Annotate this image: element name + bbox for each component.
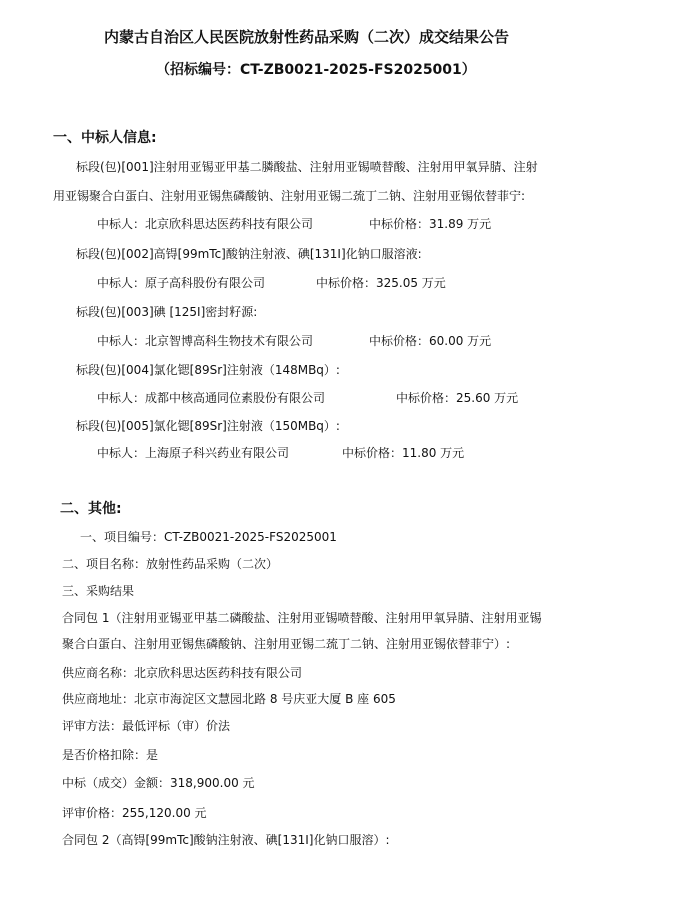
lot-002-line1: 标段(包)[002]高锝[99mTc]酸钠注射液、碘[131I]化钠口服溶液: (76, 247, 422, 261)
lot-005-winner: 中标人：上海原子科兴药业有限公司 (97, 446, 290, 460)
lot-004-line1: 标段(包)[004]氯化锶[89Sr]注射液（148MBq）: (76, 363, 340, 377)
lot-004-price: 中标价格：25.60 万元 (396, 391, 519, 405)
project-number: 一、项目编号：CT-ZB0021-2025-FS2025001 (80, 530, 337, 544)
lot-005-line1: 标段(包)[005]氯化锶[89Sr]注射液（150MBq）: (76, 419, 340, 433)
supplier-name: 供应商名称：北京欣科思达医药科技有限公司 (62, 666, 303, 680)
section-heading-winners: 一、中标人信息: (53, 130, 157, 146)
section-heading-other: 二、其他: (60, 501, 122, 517)
review-price: 评审价格：255,120.00 元 (62, 806, 207, 820)
lot-001-line2: 用亚锡聚合白蛋白、注射用亚锡焦磷酸钠、注射用亚锡二巯丁二钠、注射用亚锡依替菲宁: (53, 189, 526, 203)
lot-003-price: 中标价格：60.00 万元 (369, 334, 492, 348)
tender-number: （招标编号：CT-ZB0021-2025-FS2025001） (156, 62, 476, 78)
contract-1-line1: 合同包 1（注射用亚锡亚甲基二磷酸盐、注射用亚锡喷替酸、注射用甲氧异腈、注射用亚锡 (62, 611, 542, 625)
lot-003-line1: 标段(包)[003]碘 [125I]密封籽源: (76, 305, 258, 319)
lot-001-line1: 标段(包)[001]注射用亚锡亚甲基二膦酸盐、注射用亚锡喷替酸、注射用甲氧异腈、注射 (76, 160, 538, 174)
winning-amount: 中标（成交）金额：318,900.00 元 (62, 776, 255, 790)
lot-004-winner: 中标人：成都中核高通同位素股份有限公司 (97, 391, 326, 405)
lot-001-price: 中标价格：31.89 万元 (369, 217, 492, 231)
document-title: 内蒙古自治区人民医院放射性药品采购（二次）成交结果公告 (104, 28, 510, 46)
lot-003-winner: 中标人：北京智博高科生物技术有限公司 (97, 334, 314, 348)
contract-1-line2: 聚合白蛋白、注射用亚锡焦磷酸钠、注射用亚锡二巯丁二钠、注射用亚锡依替菲宁）: (62, 637, 511, 651)
project-name: 二、项目名称：放射性药品采购（二次） (62, 557, 279, 571)
price-deduction: 是否价格扣除：是 (62, 748, 159, 762)
contract-2-line1: 合同包 2（高锝[99mTc]酸钠注射液、碘[131I]化钠口服溶）: (62, 833, 390, 847)
procurement-result-heading: 三、采购结果 (62, 584, 135, 598)
review-method: 评审方法：最低评标（审）价法 (62, 719, 231, 733)
lot-002-price: 中标价格：325.05 万元 (316, 276, 446, 290)
lot-001-winner: 中标人：北京欣科思达医药科技有限公司 (97, 217, 314, 231)
supplier-address: 供应商地址：北京市海淀区文慧园北路 8 号庆亚大厦 B 座 605 (62, 692, 396, 706)
lot-005-price: 中标价格：11.80 万元 (342, 446, 465, 460)
lot-002-winner: 中标人：原子高科股份有限公司 (97, 276, 266, 290)
